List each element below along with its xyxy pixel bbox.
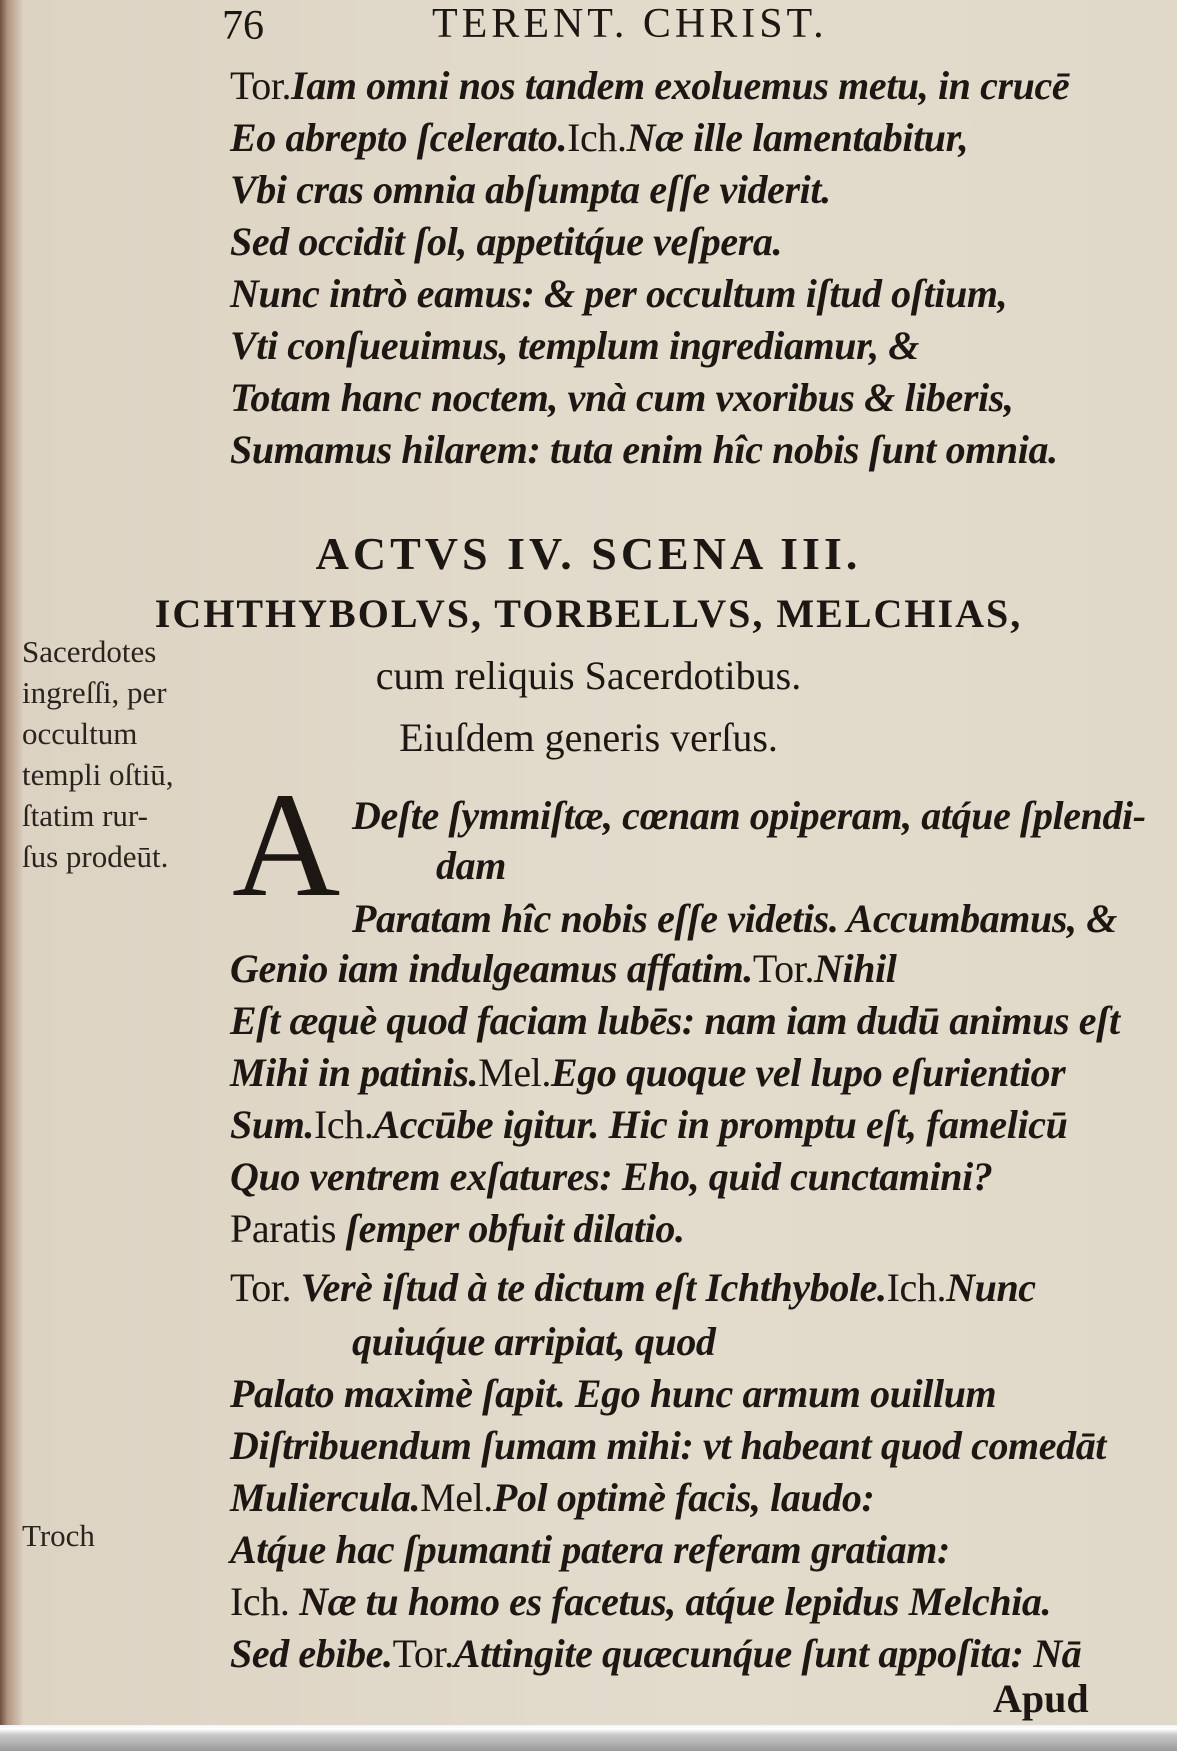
verse-line: Vbi cras omnia abſumpta eſſe viderit. (230, 167, 831, 212)
verse-line: Sed ebibe.Tor.Attingite quæcunq́ue ſunt appoſita: Nā (230, 1631, 1082, 1676)
verse-line: quiuq́ue arripiat, quod (352, 1319, 716, 1364)
verse-line: Mihi in patinis.Mel.Ego quoque vel lupo eſurientior (230, 1050, 1066, 1095)
margin-note-line: ſus prodeūt. (22, 839, 169, 874)
verse-line: Tor. Verè iſtud à te dictum eſt Ichthybole.Ich.Nunc (230, 1265, 1036, 1310)
verse-line: Nunc intrò eamus: & per occultum iſtud oſtium, (230, 271, 1008, 316)
act-scene-heading: ACTVS IV. SCENA III. (315, 528, 862, 579)
verse-line: Eo abrepto ſcelerato.Ich.Næ ille lamentabitur, (230, 115, 969, 160)
verse-type-note: Eiuſdem generis verſus. (399, 715, 778, 760)
verse-line: Sumamus hilarem: tuta enim hîc nobis ſunt omnia. (230, 427, 1058, 472)
margin-meter-note: Troch (22, 1518, 95, 1553)
drop-cap: A (232, 762, 341, 928)
viewer-bottom-edge (0, 1725, 1177, 1751)
verse-line: Vti conſueuimus, templum ingrediamur, & (230, 323, 919, 368)
verse-line: Palato maximè ſapit. Ego hunc armum ouillum (230, 1371, 997, 1416)
speakers-list: ICHTHYBOLVS, TORBELLVS, MELCHIAS, (154, 591, 1023, 636)
margin-note-line: ſtatim rur- (22, 798, 148, 833)
verse-line: Sum.Ich.Accūbe igitur. Hic in promptu eſt, famelicū (230, 1102, 1068, 1147)
verse-line: Atq́ue hac ſpumanti patera referam gratiam: (230, 1527, 950, 1572)
verse-line: Ich. Næ tu homo es facetus, atq́ue lepidus Melchia. (230, 1579, 1052, 1624)
running-head: TERENT. CHRIST. (432, 1, 828, 47)
verse-line: Totam hanc noctem, vnà cum vxoribus & liberis, (230, 375, 1014, 420)
verse-line: Genio iam indulgeamus affatim.Tor.Nihil (230, 946, 897, 991)
verse-line: Diſtribuendum ſumam mihi: vt habeant quod comedāt (230, 1423, 1107, 1468)
margin-note-line: occultum (22, 716, 138, 751)
page-number: 76 (222, 3, 264, 49)
verse-line: Tor.Iam omni nos tandem exoluemus metu, in crucē (230, 63, 1070, 108)
verse-line: Eſt æquè quod faciam lubēs: nam iam dudū animus eſt (230, 998, 1120, 1043)
verse-line: Paratam hîc nobis eſſe videtis. Accumbamus, & (352, 896, 1117, 941)
verse-line: Quo ventrem exſatures: Eho, quid cunctamini? (230, 1154, 993, 1199)
margin-note-line: ingreſſi, per (22, 675, 167, 710)
verse-line: Muliercula.Mel.Pol optimè facis, laudo: (230, 1475, 875, 1520)
margin-note-line: Sacerdotes (22, 634, 157, 669)
margin-note-line: templi oſtiū, (22, 757, 174, 792)
verse-line: Sed occidit ſol, appetitq́ue veſpera. (230, 219, 783, 264)
verse-line: Deſte ſymmiſtæ, cœnam opiperam, atq́ue ſplendi- (352, 793, 1146, 838)
verse-line: Paratis ſemper obfuit dilatio. (230, 1206, 685, 1251)
verse-line: dam (436, 843, 506, 888)
speakers-subline: cum reliquis Sacerdotibus. (375, 653, 802, 698)
catchword: Apud (993, 1676, 1089, 1721)
